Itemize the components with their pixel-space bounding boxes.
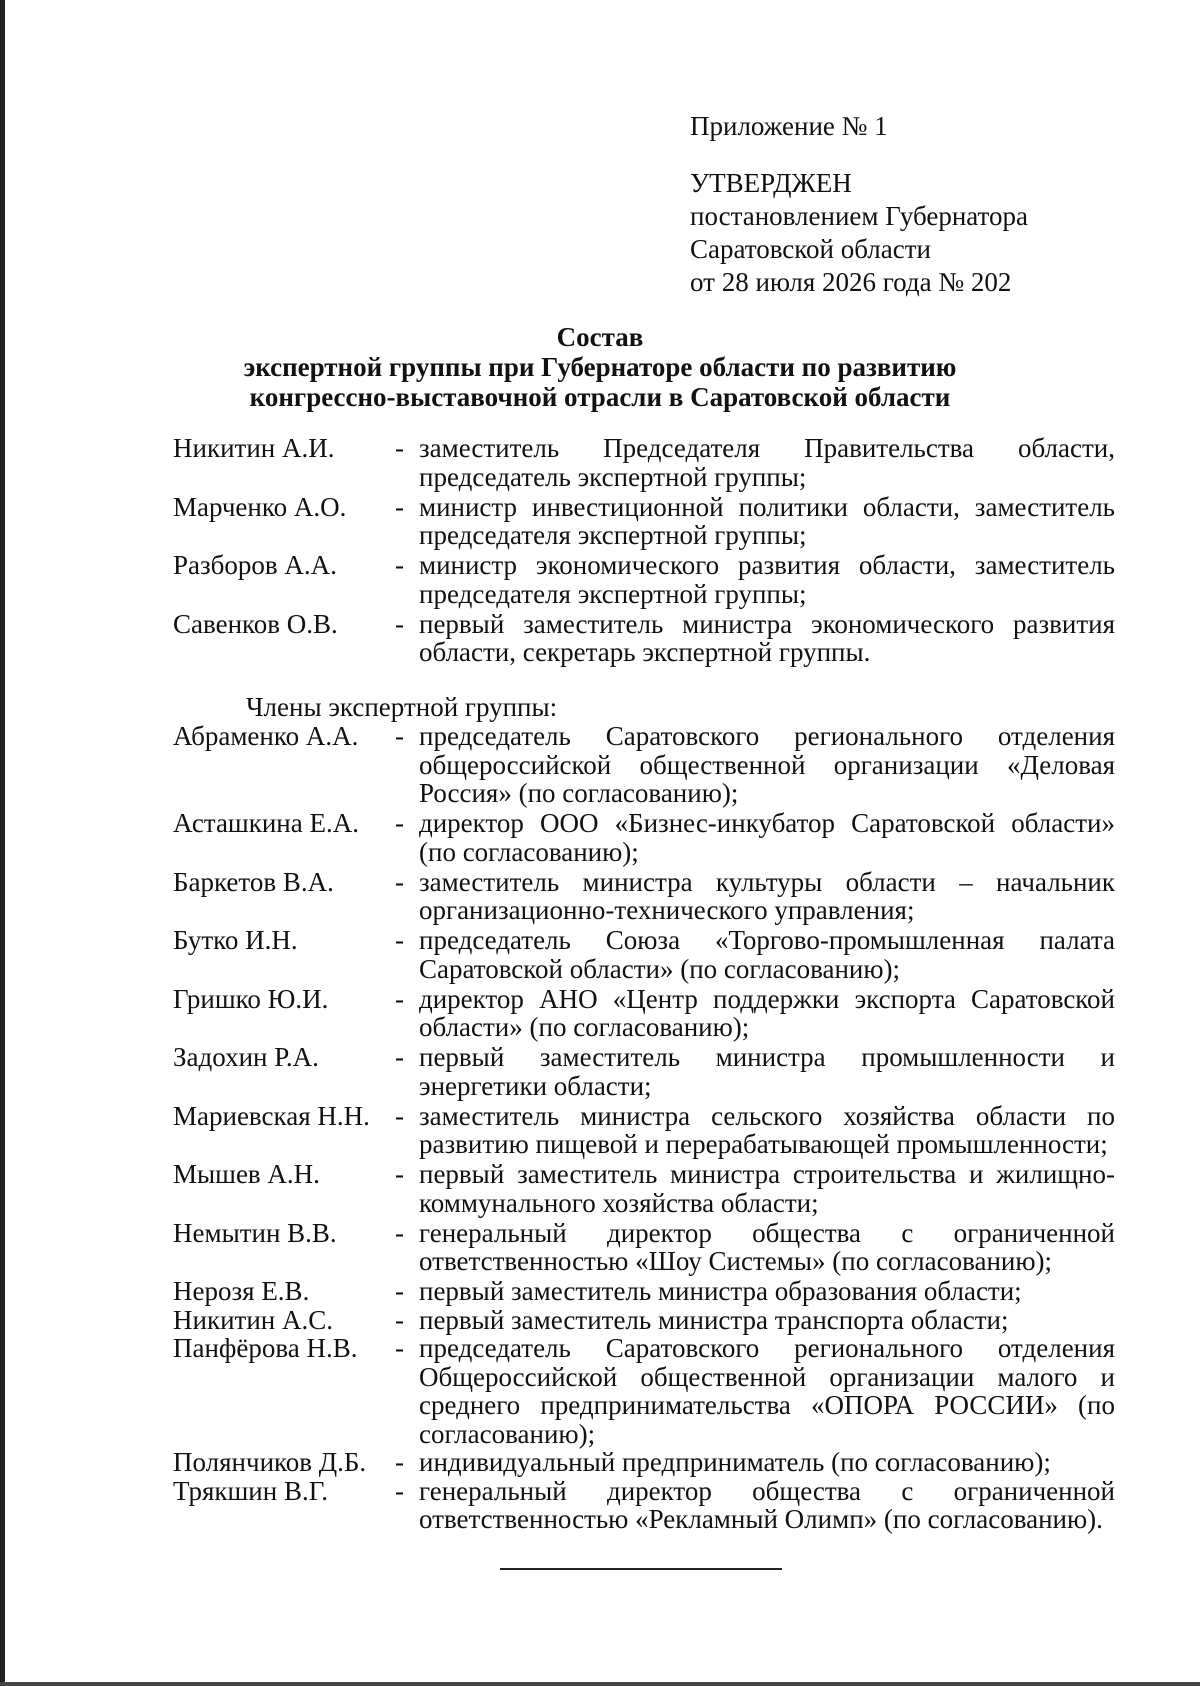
- person-name: Гришко Ю.И.: [173, 983, 329, 1014]
- dash: -: [395, 866, 404, 897]
- approved-stamp: УТВЕРДЖЕН: [690, 168, 852, 198]
- dash: -: [395, 608, 404, 639]
- person-role: министр инвестиционной политики области, заместитель председателя экспертной группы;: [419, 491, 1115, 550]
- member-row: [173, 1448, 1115, 1477]
- person-role: председатель Саратовского регионального отделения Общероссийской общественной организации малого и среднего предпринимательства «ОПОРА РОССИИ» (по согласованию);: [419, 1333, 1115, 1449]
- person-name: Никитин А.И.: [173, 433, 335, 463]
- title-line-3: конгрессно-выставочной отрасли в Саратовской области: [249, 382, 951, 412]
- person-name: Немытин В.В.: [173, 1217, 337, 1248]
- leader-row: [173, 610, 1115, 667]
- dash: -: [395, 1447, 404, 1477]
- leader-row: [173, 551, 1115, 608]
- person-role: министр экономического развития области, заместитель председателя экспертной группы;: [419, 550, 1115, 609]
- person-role: первый заместитель министра строительства и жилищно-коммунального хозяйства области;: [419, 1159, 1115, 1218]
- approval-header: [690, 110, 1028, 299]
- person-name: Савенков О.В.: [173, 608, 338, 639]
- scan-edge-left: [0, 0, 5, 1686]
- member-row: [173, 1306, 1115, 1335]
- person-name: Асташкина Е.А.: [173, 808, 359, 838]
- dash: -: [395, 1333, 404, 1363]
- appendix-number: Приложение № 1: [690, 111, 888, 141]
- approval-line-3: от 28 июля 2026 года № 202: [690, 267, 1012, 297]
- member-row: [173, 1334, 1115, 1448]
- dash: -: [395, 1304, 404, 1335]
- document-title: [0, 322, 1200, 412]
- person-role: первый заместитель министра транспорта области;: [419, 1304, 1009, 1335]
- person-role: председатель Союза «Торгово-промышленная палата Саратовской области» (по согласованию);: [419, 925, 1115, 984]
- person-role: заместитель Председателя Правительства области, председатель экспертной группы;: [419, 433, 1115, 492]
- member-row: [173, 1277, 1115, 1306]
- dash: -: [395, 983, 404, 1014]
- person-name: Абраменко А.А.: [173, 721, 359, 751]
- approval-line-2: Саратовской области: [690, 234, 931, 264]
- person-role: директор АНО «Центр поддержки экспорта Саратовской области» (по согласованию);: [419, 983, 1115, 1042]
- person-name: Нерозя Е.В.: [173, 1276, 310, 1306]
- person-role: генеральный директор общества с ограниченной ответственностью «Шоу Системы» (по согласованию);: [419, 1217, 1115, 1276]
- scan-edge-bottom: [0, 1682, 1200, 1686]
- person-name: Бутко И.Н.: [173, 925, 298, 955]
- dash: -: [395, 491, 404, 522]
- member-row: [173, 1043, 1115, 1100]
- dash: -: [395, 550, 404, 580]
- members-heading: Члены экспертной группы:: [246, 692, 558, 722]
- person-name: Марченко А.О.: [173, 491, 347, 522]
- person-name: Мариевская Н.Н.: [173, 1100, 370, 1131]
- title-line-1: Состав: [556, 322, 644, 352]
- person-role: первый заместитель министра образования области;: [419, 1276, 1022, 1306]
- member-row: [173, 868, 1115, 925]
- dash: -: [395, 1475, 404, 1506]
- member-row: [173, 809, 1115, 866]
- member-row: [173, 1477, 1115, 1534]
- member-row: [173, 1102, 1115, 1159]
- dash: -: [395, 1217, 404, 1248]
- person-role: индивидуальный предприниматель (по согласованию);: [419, 1447, 1051, 1477]
- person-name: Никитин А.С.: [173, 1304, 333, 1335]
- title-line-2: экспертной группы при Губернаторе области по развитию: [243, 352, 957, 382]
- person-name: Задохин Р.А.: [173, 1042, 319, 1072]
- member-row: [173, 1160, 1115, 1217]
- person-role: первый заместитель министра промышленности и энергетики области;: [419, 1042, 1115, 1101]
- leader-row: [173, 493, 1115, 550]
- approval-line-1: постановлением Губернатора: [690, 201, 1028, 231]
- person-role: первый заместитель министра экономического развития области, секретарь экспертной группы.: [419, 608, 1115, 667]
- leaders-list: [173, 434, 1115, 668]
- members-list: [173, 722, 1115, 1534]
- dash: -: [395, 1159, 404, 1189]
- member-row: [173, 985, 1115, 1042]
- person-role: председатель Саратовского регионального отделения общероссийской общественной организации «Деловая Россия» (по согласованию);: [419, 721, 1115, 808]
- member-row: [173, 722, 1115, 808]
- dash: -: [395, 433, 404, 463]
- dash: -: [395, 721, 404, 751]
- dash: -: [395, 808, 404, 838]
- person-name: Баркетов В.А.: [173, 866, 334, 897]
- person-role: заместитель министра культуры области – начальник организационно-технического управления;: [419, 866, 1115, 925]
- member-row: [173, 926, 1115, 983]
- dash: -: [395, 1042, 404, 1072]
- person-name: Панфёрова Н.В.: [173, 1333, 358, 1363]
- person-name: Полянчиков Д.Б.: [173, 1447, 367, 1477]
- person-role: директор ООО «Бизнес-инкубатор Саратовской области» (по согласованию);: [419, 808, 1115, 867]
- person-role: генеральный директор общества с ограниченной ответственностью «Рекламный Олимп» (по согласованию).: [419, 1475, 1115, 1534]
- person-name: Трякшин В.Г.: [173, 1475, 329, 1506]
- person-name: Разборов А.А.: [173, 550, 337, 580]
- member-row: [173, 1219, 1115, 1276]
- person-name: Мышев А.Н.: [173, 1159, 320, 1189]
- dash: -: [395, 1276, 404, 1306]
- dash: -: [395, 1100, 404, 1131]
- person-role: заместитель министра сельского хозяйства области по развитию пищевой и перерабатывающей промышленности;: [419, 1100, 1115, 1159]
- closing-rule: [500, 1568, 782, 1570]
- dash: -: [395, 925, 404, 955]
- leader-row: [173, 434, 1115, 491]
